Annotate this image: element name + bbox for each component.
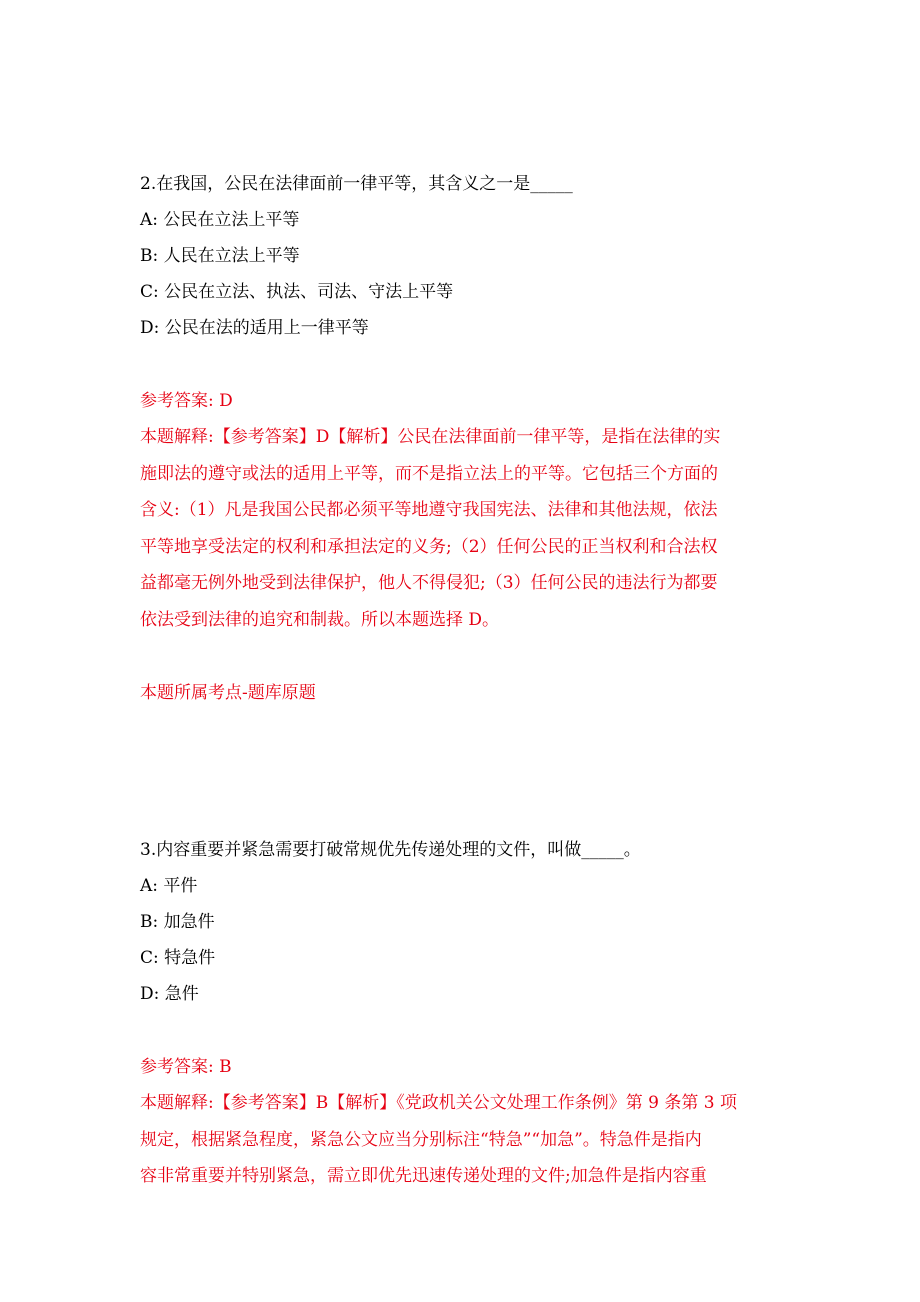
option-b: B: 加急件 [140, 912, 215, 932]
option-d: D: 急件 [140, 984, 199, 1004]
exam-point: 本题所属考点-题库原题 [140, 683, 316, 703]
question-stem: 3.内容重要并紧急需要打破常规优先传递处理的文件，叫做_____。 [140, 840, 641, 860]
explanation-line: 本题解释:【参考答案】D【解析】公民在法律面前一律平等，是指在法律的实 [140, 427, 721, 447]
question-stem: 2.在我国，公民在法律面前一律平等，其含义之一是_____ [140, 174, 573, 194]
explanation [140, 1085, 780, 1195]
explanation [140, 419, 780, 638]
option-d: D: 公民在法的适用上一律平等 [140, 318, 369, 338]
explanation-line: 施即法的遵守或法的适用上平等，而不是指立法上的平等。它包括三个方面的 [140, 463, 718, 484]
question-3 [140, 832, 780, 1195]
option-a: A: 公民在立法上平等 [140, 210, 300, 230]
option-a: A: 平件 [140, 876, 198, 896]
question-2 [140, 166, 780, 711]
explanation-line: 依法受到法律的追究和制裁。所以本题选择 D。 [140, 609, 500, 630]
option-c: C: 公民在立法、执法、司法、守法上平等 [140, 282, 454, 302]
explanation-line: 益都毫无例外地受到法律保护，他人不得侵犯;（3）任何公民的违法行为都要 [140, 573, 718, 593]
reference-answer: 参考答案: B [140, 1057, 232, 1077]
explanation-line: 含义:（1）凡是我国公民都必须平等地遵守我国宪法、法律和其他法规，依法 [140, 500, 718, 520]
option-c: C: 特急件 [140, 948, 216, 968]
reference-answer: 参考答案: D [140, 391, 233, 411]
explanation-line: 本题解释:【参考答案】B【解析】《党政机关公文处理工作条例》第 9 条第 3 项 [140, 1093, 737, 1113]
explanation-line: 规定，根据紧急程度，紧急公文应当分别标注“特急”“加急”。特急件是指内 [140, 1129, 702, 1150]
explanation-line: 平等地享受法定的权利和承担法定的义务;（2）任何公民的正当权利和合法权 [140, 536, 718, 557]
option-b: B: 人民在立法上平等 [140, 246, 300, 266]
explanation-line: 容非常重要并特别紧急，需立即优先迅速传递处理的文件;加急件是指内容重 [140, 1166, 707, 1186]
